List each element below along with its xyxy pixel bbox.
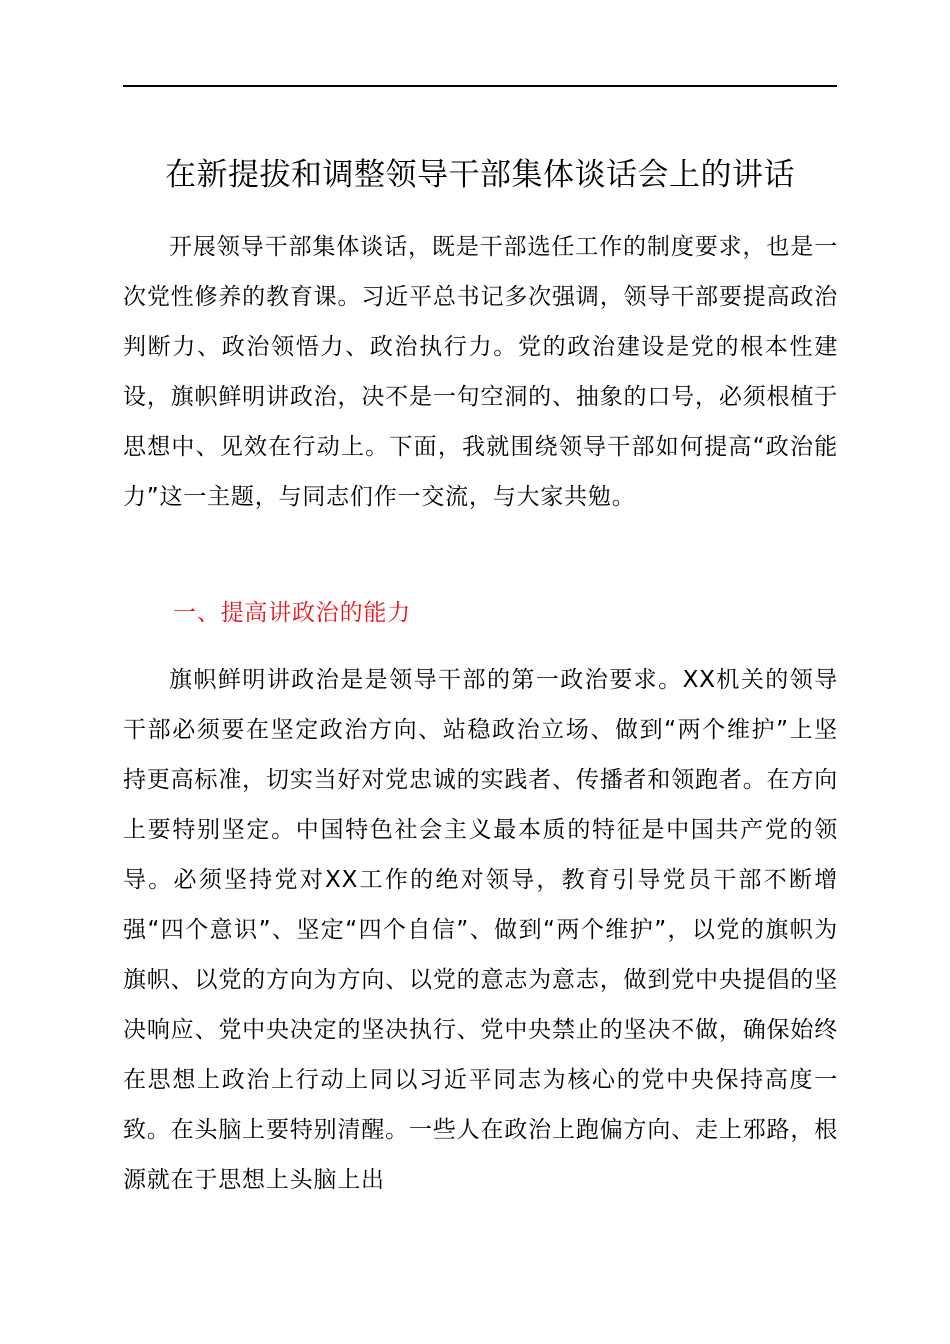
section-paragraph: 旗帜鲜明讲政治是是领导干部的第一政治要求。XX机关的领导干部必须要在坚定政治方向、站稳政治立场、做到“两个维护”上坚持更高标准，切实当好对党忠诚的实践者、传播者和领跑者。在方向上要特别坚定。中国特色社会主义最本质的特征是中国共产党的领导。必须坚持党对XX工作的绝对领导，教育引导党员干部不断增强“四个意识”、坚定“四个自信”、做到“两个维护”，以党的旗帜为旗帜、以党的方向为方向、以党的意志为意志，做到党中央提倡的坚决响应、党中央决定的坚决执行、党中央禁止的坚决不做，确保始终在思想上政治上行动上同以习近平同志为核心的党中央保持高度一致。在头脑上要特别清醒。一些人在政治上跑偏方向、走上邪路，根源就在于思想上头脑上出 [123,667,838,1193]
section-heading: 一、提高讲政治的能力 [173,600,411,626]
header-rule [123,85,837,87]
intro-paragraph: 开展领导干部集体谈话，既是干部选任工作的制度要求，也是一次党性修养的教育课。习近平总书记多次强调，领导干部要提高政治判断力、政治领悟力、政治执行力。党的政治建设是党的根本性建设，旗帜鲜明讲政治，决不是一句空洞的、抽象的口号，必须根植于思想中、见效在行动上。下面，我就围绕领导干部如何提高“政治能力”这一主题，与同志们作一交流，与大家共勉。 [123,234,838,510]
document-title: 在新提拔和调整领导干部集体谈话会上的讲话 [165,157,795,193]
